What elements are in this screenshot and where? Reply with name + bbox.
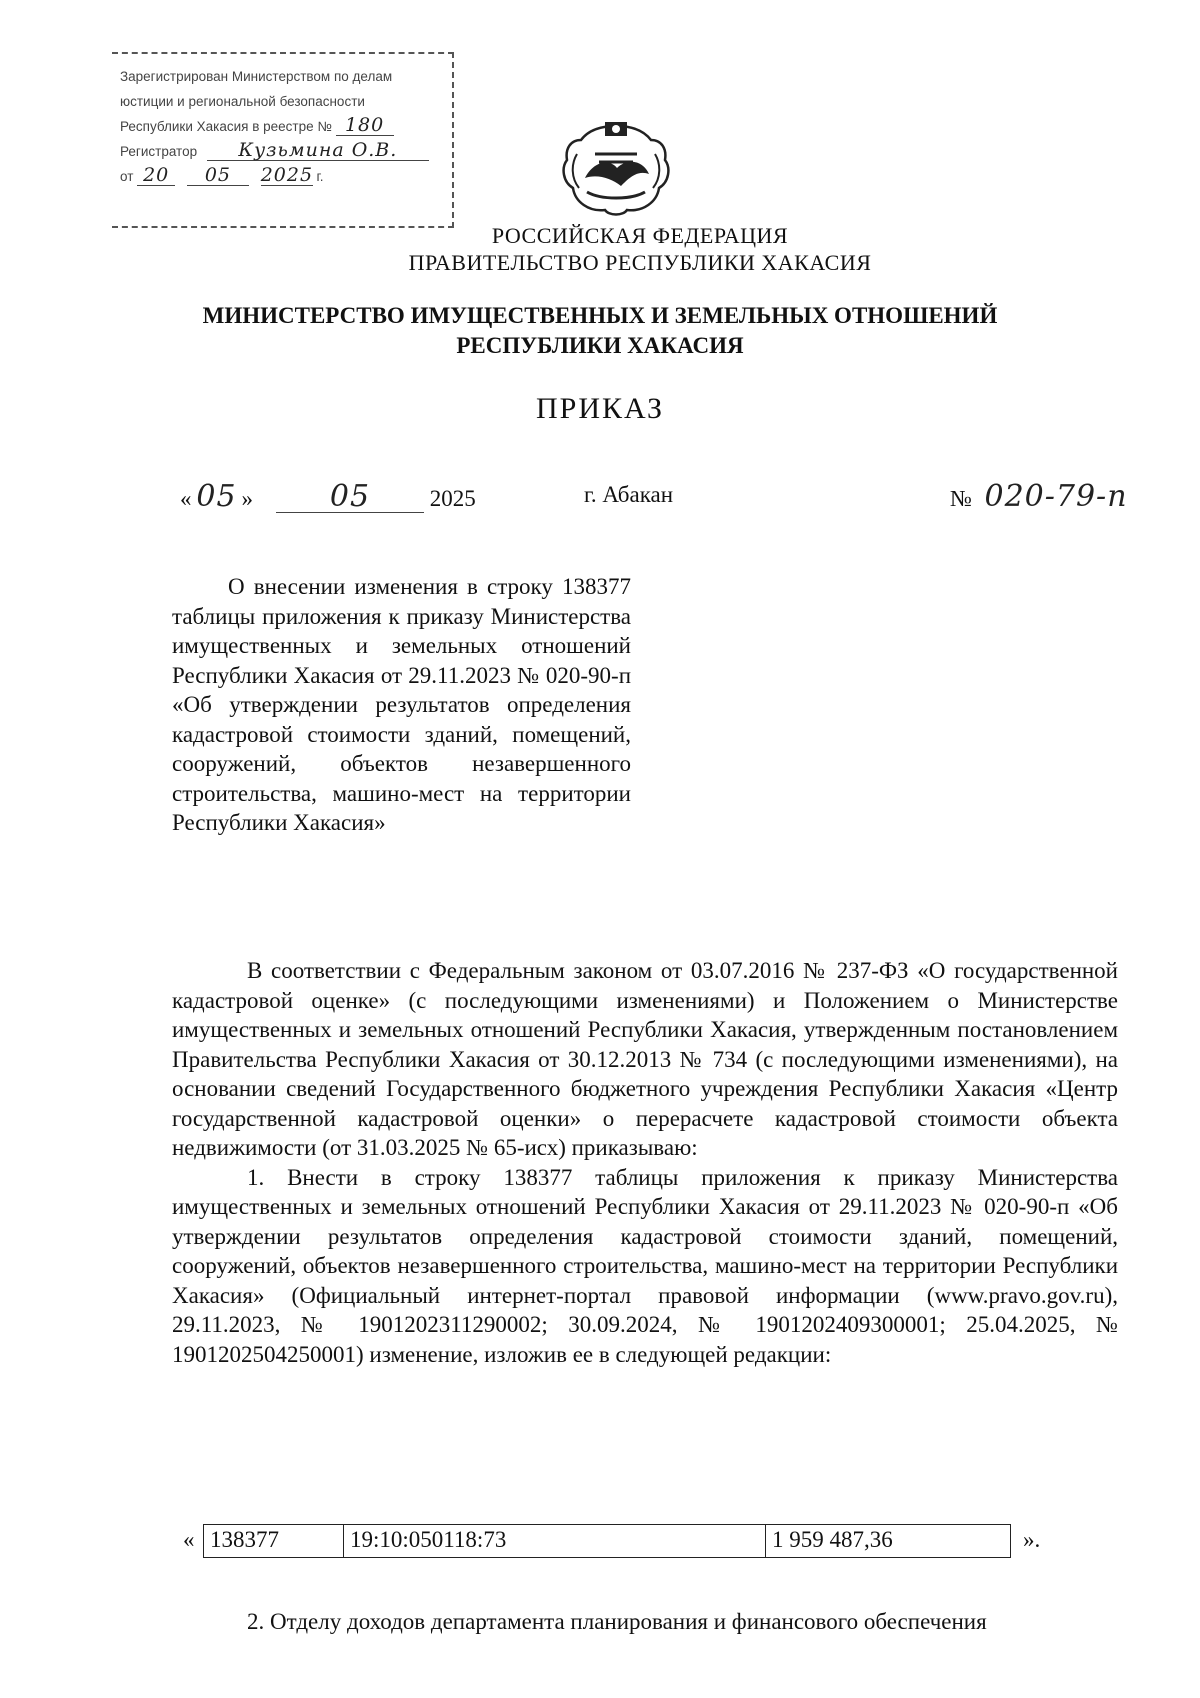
order-date-month-group [276,479,476,514]
table-cell-row-number: 138377 [203,1524,344,1558]
order-city: г. Абакан [584,482,674,507]
order-body [172,956,1118,1369]
table-cell-cadastral-number: 19:10:050118:73 [343,1524,767,1558]
stamp-line-2: юстиции и региональной безопасности [120,94,365,109]
government-header: ПРАВИТЕЛЬСТВО РЕСПУБЛИКИ ХАКАСИЯ [408,250,872,275]
order-date-row [180,479,1140,522]
registration-stamp [112,52,454,228]
coat-of-arms-icon [557,118,675,222]
table-open-quote: « [183,1527,195,1552]
stamp-date-prefix: от [120,169,134,184]
stamp-line-1: Зарегистрирован Министерством по делам [120,69,393,84]
ministry-title-line-1: МИНИСТЕРСТВО ИМУЩЕСТВЕННЫХ И ЗЕМЕЛЬНЫХ ОТНОШЕНИЙ [202,303,998,328]
order-subject [172,572,631,838]
stamp-registry-label: Республики Хакасия в реестре № [120,119,332,134]
order-month: 05 [276,482,424,513]
order-close-quote: » [241,486,253,511]
order-date-day-group [180,479,253,514]
stamp-line-4 [120,139,446,164]
stamp-date-suffix: г. [316,169,324,184]
document-type-title: ПРИКАЗ [536,392,664,425]
order-open-quote: « [180,486,192,511]
table-cell-cadastral-value: 1 959 487,36 [765,1524,1011,1558]
ministry-title-line-2: РЕСПУБЛИКИ ХАКАСИЯ [456,333,744,358]
stamp-registrar-signature: Кузьмина О.В. [207,140,429,161]
stamp-date-month: 05 [187,165,249,186]
body-paragraph-1: В соответствии с Федеральным законом от 03.07.2016 № 237-ФЗ «О государственной кадастровой оценке» (с последующими изменениями) и Положением о Министерстве имущественных и земельных отношений Республики Хакасия, утвержденным постановлением Правительства Республики Хакасия от 30.12.2013 № 734 (с последующими изменениями), на основании сведений Государственного бюджетного учреждения Республики Хакасия «Центр государственной кадастровой оценки» о перерасчете кадастровой стоимости объекта недвижимости (от 31.03.2025 № 65-исх) приказываю: [172,958,1118,1160]
order-subject-text: О внесении изменения в строку 138377 таблицы приложения к приказу Министерства имущественных и земельных отношений Республики Хакасия от 29.11.2023 № 020-90-п «Об утверждении результатов определения кадастровой стоимости зданий, помещений, сооружений, объектов незавершенного строительства, машино-мест на территории Республики Хакасия» [172,574,631,835]
table-close-quote: ». [1023,1527,1041,1552]
order-year: 2025 [429,486,476,511]
country-header: РОССИЙСКАЯ ФЕДЕРАЦИЯ [491,223,789,248]
stamp-date-year: 2025 [260,164,314,186]
order-number-group [950,479,1140,514]
stamp-registry-number: 180 [336,115,394,136]
order-number: 020-79-п [984,479,1128,514]
stamp-line-3 [120,114,446,139]
body-paragraph-3: 2. Отделу доходов департамента планирования и финансового обеспечения [247,1609,987,1634]
stamp-line-5 [120,164,446,189]
order-day: 05 [196,479,237,514]
order-number-sign: № [950,486,972,511]
body-paragraph-2: 1. Внести в строку 138377 таблицы приложения к приказу Министерства имущественных и земельных отношений Республики Хакасия от 29.11.2023 № 020-90-п «Об утверждении результатов определения кадастровой стоимости зданий, помещений, сооружений, объектов незавершенного строительства, машино-мест на территории Республики Хакасия» (Официальный интернет-портал правовой информации (www.pravo.gov.ru), 29.11.2023, № 1901202311290002; 30.09.2024, № 1901202409300001; 25.04.2025, № 1901202504250001) изменение, изложив ее в следующей редакции: [172,1164,1118,1367]
stamp-registrar-label: Регистратор [120,144,198,159]
stamp-date-day: 20 [137,165,175,186]
